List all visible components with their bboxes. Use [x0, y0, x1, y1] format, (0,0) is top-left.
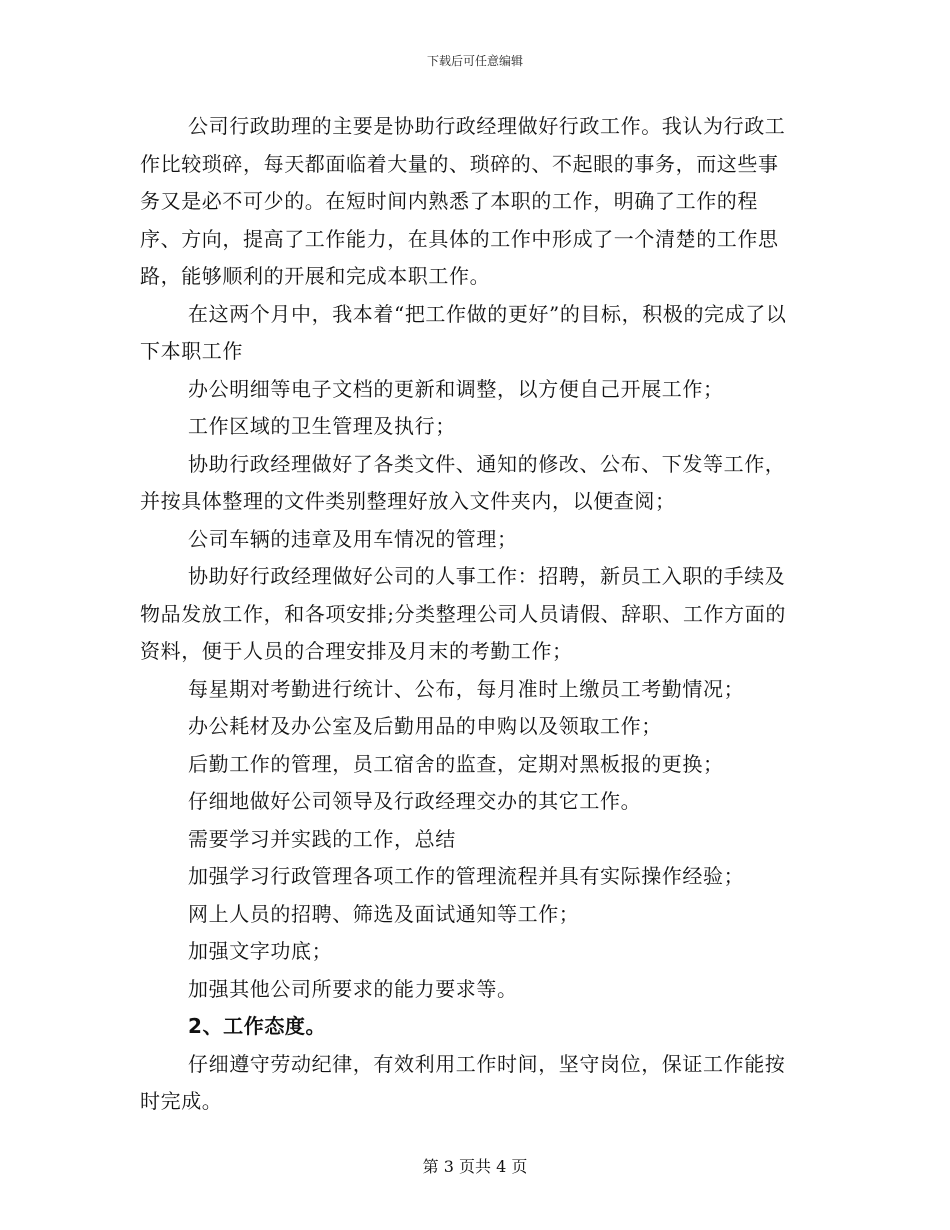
body-paragraph: 仔细遵守劳动纪律，有效利用工作时间，坚守岗位，保证工作能按时完成。 [140, 1051, 786, 1113]
list-item: 工作区域的卫生管理及执行； [188, 414, 456, 438]
body-paragraph: 公司行政助理的主要是协助行政经理做好行政工作。我认为行政工作比较琐碎，每天都面临着大量的、琐碎的、不起眼的事务，而这些事务又是必不可少的。在短时间内熟悉了本职的工作，明确了工作的程序、方向，提高了工作能力，在具体的工作中形成了一个清楚的工作思路，能够顺利的开展和完成本职工作。 [140, 114, 786, 288]
list-item: 办公明细等电子文档的更新和调整，以方便自己开展工作； [188, 376, 724, 401]
list-item: 协助好行政经理做好公司的人事工作：招聘，新员工入职的手续及物品发放工作，和各项安排;分类整理公司人员请假、辞职、工作方面的资料，便于人员的合理安排及月末的考勤工作； [140, 564, 786, 663]
list-item: 后勤工作的管理，员工宿舍的监查，定期对黑板报的更换； [188, 751, 724, 776]
header-note: 下载后可任意编辑 [426, 54, 523, 68]
list-item: 公司车辆的违章及用车情况的管理； [188, 526, 518, 551]
body-paragraph: 在这两个月中，我本着“把工作做的更好”的目标，积极的完成了以下本职工作 [140, 301, 787, 363]
section-heading: 2、工作态度。 [188, 1014, 327, 1038]
page-number: 第 3 页共 4 页 [422, 1157, 528, 1176]
document-body [140, 108, 796, 1121]
list-item: 协助行政经理做好了各类文件、通知的修改、公布、下发等工作，并按具体整理的文件类别整理好放入文件夹内，以便查阅； [140, 451, 786, 513]
list-item: 网上人员的招聘、筛选及面试通知等工作； [188, 901, 580, 926]
list-item: 每星期对考勤进行统计、公布，每月准时上缴员工考勤情况； [188, 676, 745, 701]
page-footer [0, 1157, 950, 1177]
list-item: 加强其他公司所要求的能力要求等。 [188, 976, 518, 1001]
subsection-line: 需要学习并实践的工作，总结 [188, 826, 456, 851]
list-item: 加强学习行政管理各项工作的管理流程并具有实际操作经验； [188, 864, 745, 888]
page-header [0, 53, 950, 69]
list-item: 仔细地做好公司领导及行政经理交办的其它工作。 [188, 789, 642, 813]
list-item: 办公耗材及办公室及后勤用品的申购以及领取工作； [188, 714, 662, 738]
list-item: 加强文字功底； [188, 939, 333, 963]
